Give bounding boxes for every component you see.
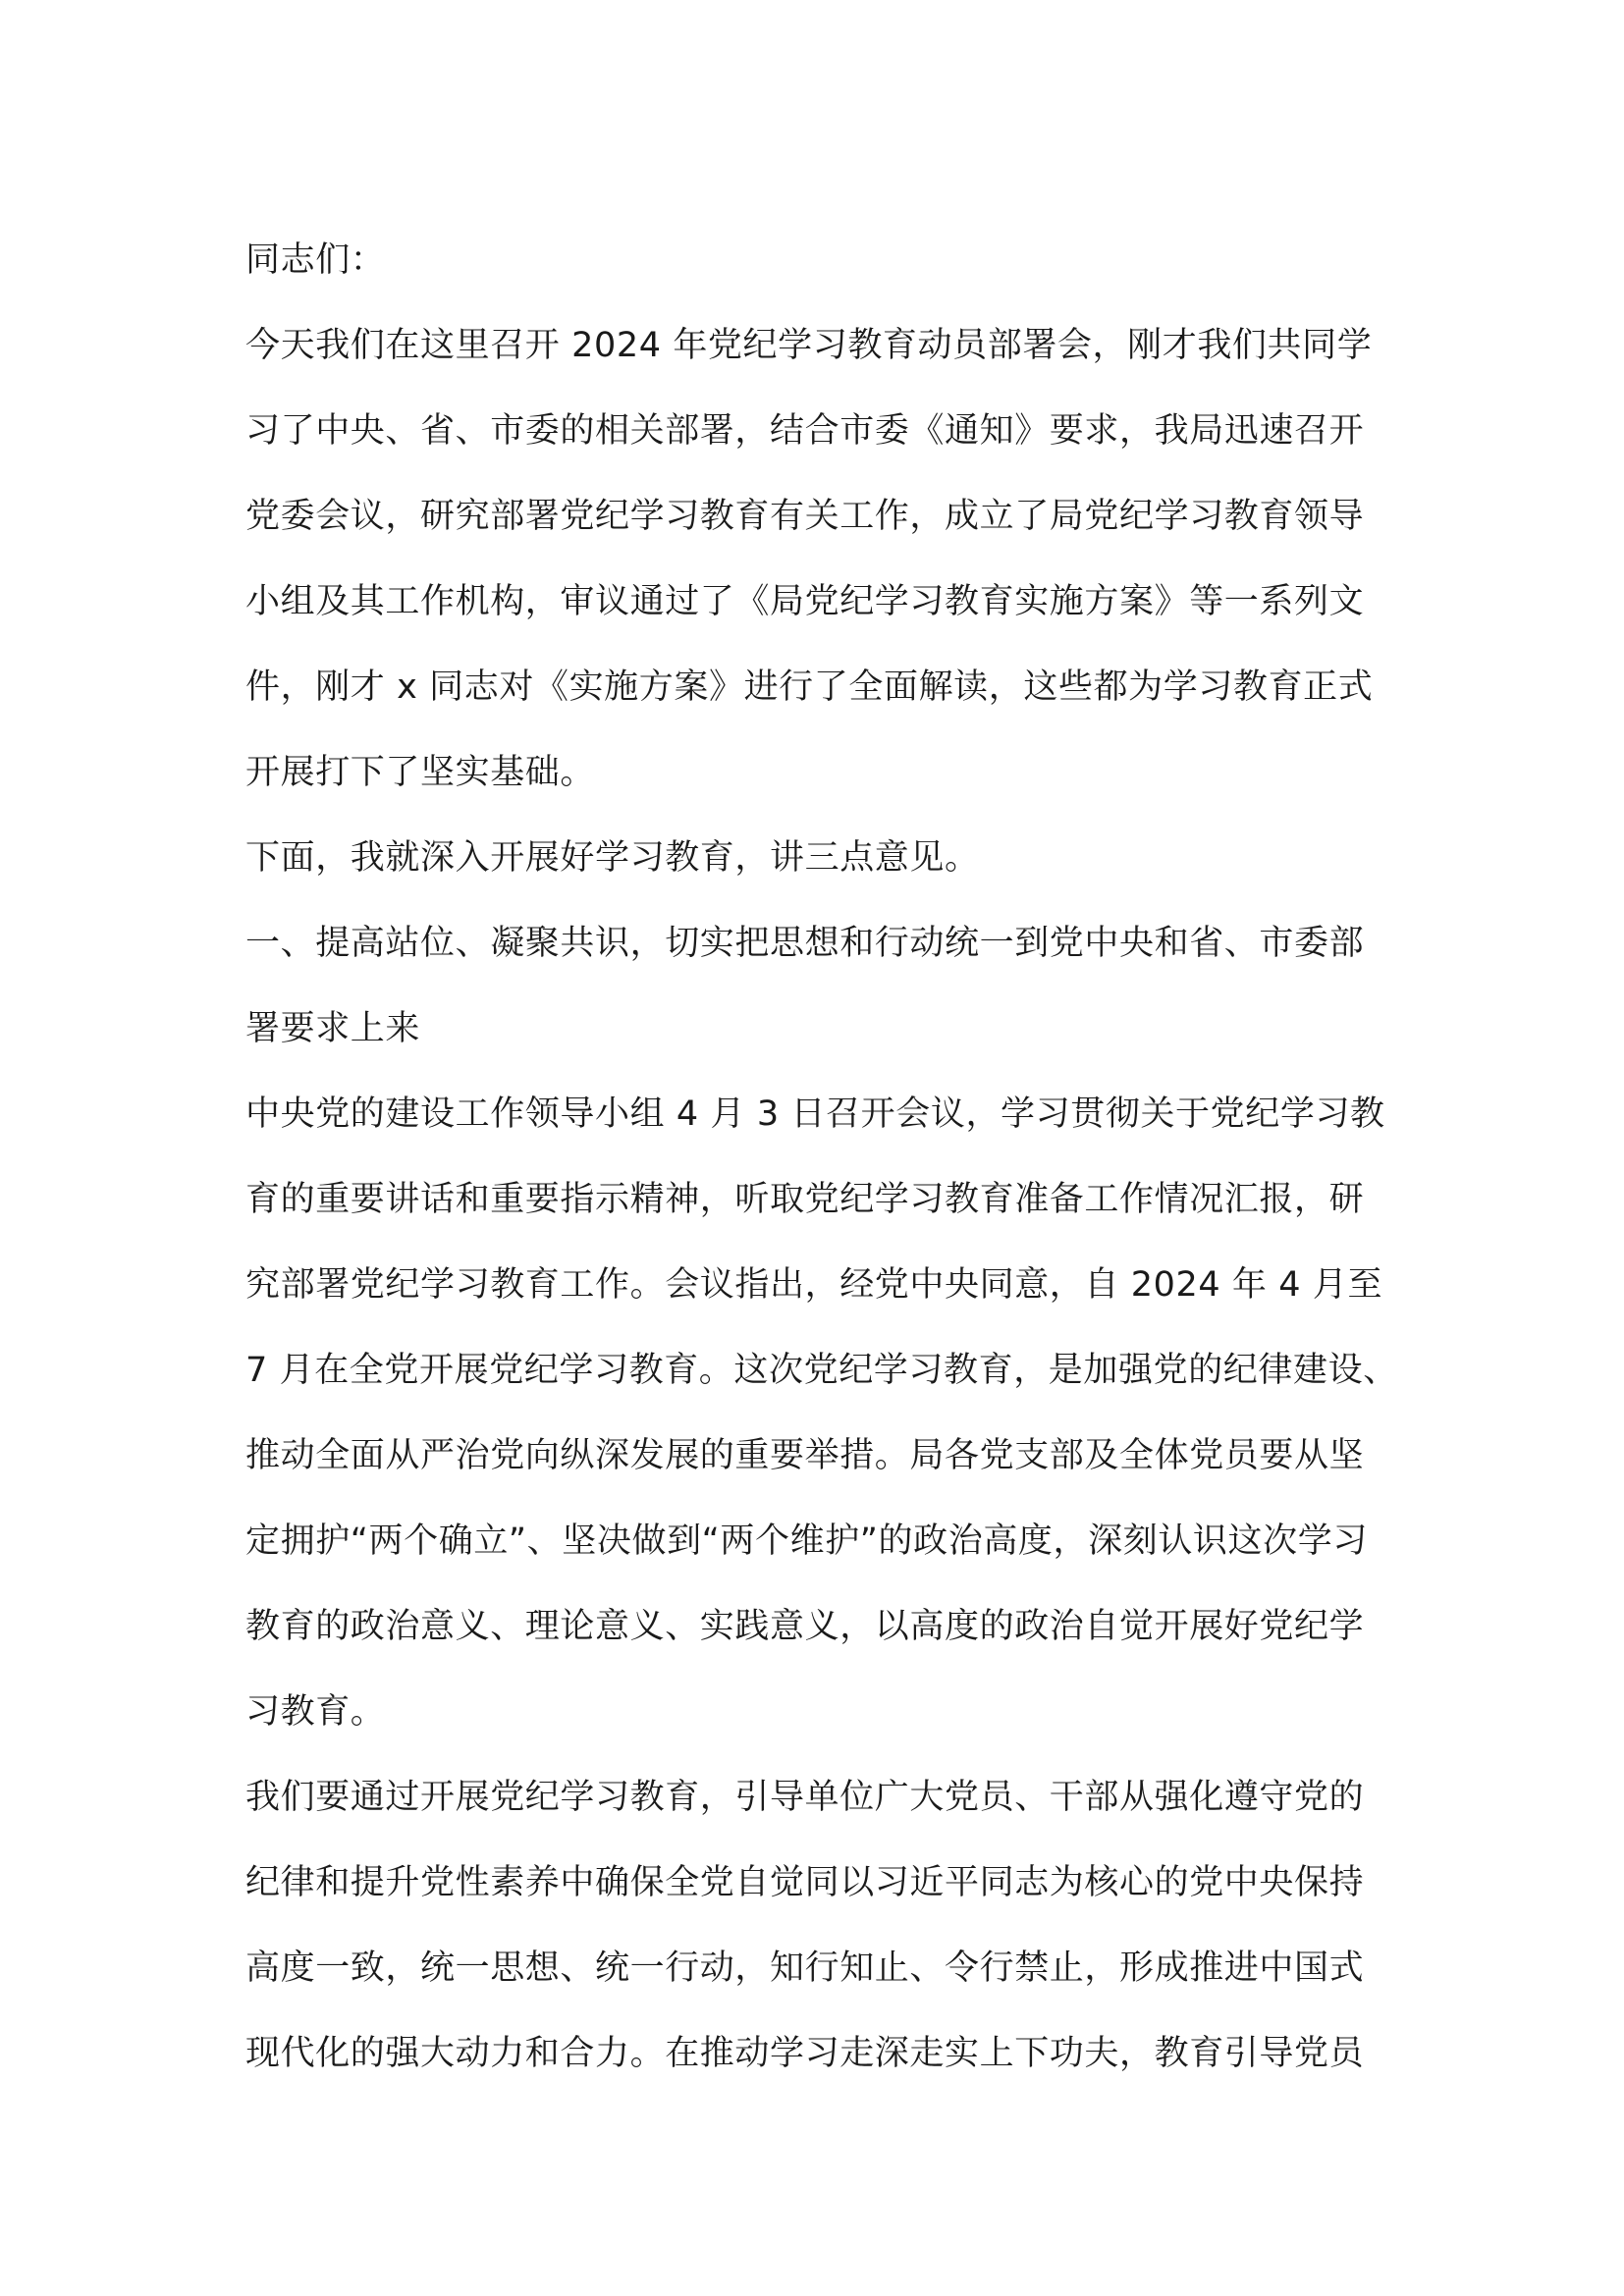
text-line: 习了中央、省、市委的相关部署，结合市委《通知》要求，我局迅速召开 [245,411,1365,451]
text-line: 究部署党纪学习教育工作。会议指出，经党中央同意，自 2024 年 4 月至 [245,1265,1383,1305]
text-line: 小组及其工作机构，审议通过了《局党纪学习教育实施方案》等一系列文 [245,582,1365,621]
text-line: 件，刚才 x 同志对《实施方案》进行了全面解读，这些都为学习教育正式 [245,667,1374,707]
paragraph-central-meeting [245,1072,1404,1755]
heading-line: 一、提高站位、凝聚共识，切实把思想和行动统一到党中央和省、市委部 [245,924,1365,963]
document-body [245,218,1404,2097]
text-line: 习教育。 [245,1692,386,1732]
greeting-line: 同志们： [245,240,386,280]
text-line: 我们要通过开展党纪学习教育，引导单位广大党员、干部从强化遵守党的 [245,1778,1365,1817]
section-heading-1 [245,901,1404,1072]
text-line: 党委会议，研究部署党纪学习教育有关工作，成立了局党纪学习教育领导 [245,497,1365,536]
text-line: 高度一致，统一思想、统一行动，知行知止、令行禁止，形成推进中国式 [245,1949,1365,1988]
text-line: 纪律和提升党性素养中确保全党自觉同以习近平同志为核心的党中央保持 [245,1863,1365,1902]
text-line: 中央党的建设工作领导小组 4 月 3 日召开会议，学习贯彻关于党纪学习教 [245,1095,1385,1134]
text-line: 推动全面从严治党向纵深发展的重要举措。局各党支部及全体党员要从坚 [245,1436,1365,1475]
paragraph-transition: 下面，我就深入开展好学习教育，讲三点意见。 [245,838,980,878]
text-line: 开展打下了坚实基础。 [245,753,596,792]
heading-line: 署要求上来 [245,1009,421,1048]
paragraph-opening [245,303,1404,816]
paragraph-objectives [245,1755,1404,2097]
text-line: 现代化的强大动力和合力。在推动学习走深走实上下功夫，教育引导党员 [245,2034,1365,2073]
text-line: 7 月在全党开展党纪学习教育。这次党纪学习教育，是加强党的纪律建设、 [245,1351,1398,1390]
text-line: 今天我们在这里召开 2024 年党纪学习教育动员部署会，刚才我们共同学 [245,326,1373,365]
text-line: 育的重要讲话和重要指示精神，听取党纪学习教育准备工作情况汇报，研 [245,1180,1365,1219]
text-line: 教育的政治意义、理论意义、实践意义，以高度的政治自觉开展好党纪学 [245,1607,1365,1646]
text-line: 定拥护“两个确立”、坚决做到“两个维护”的政治高度，深刻认识这次学习 [245,1522,1368,1561]
